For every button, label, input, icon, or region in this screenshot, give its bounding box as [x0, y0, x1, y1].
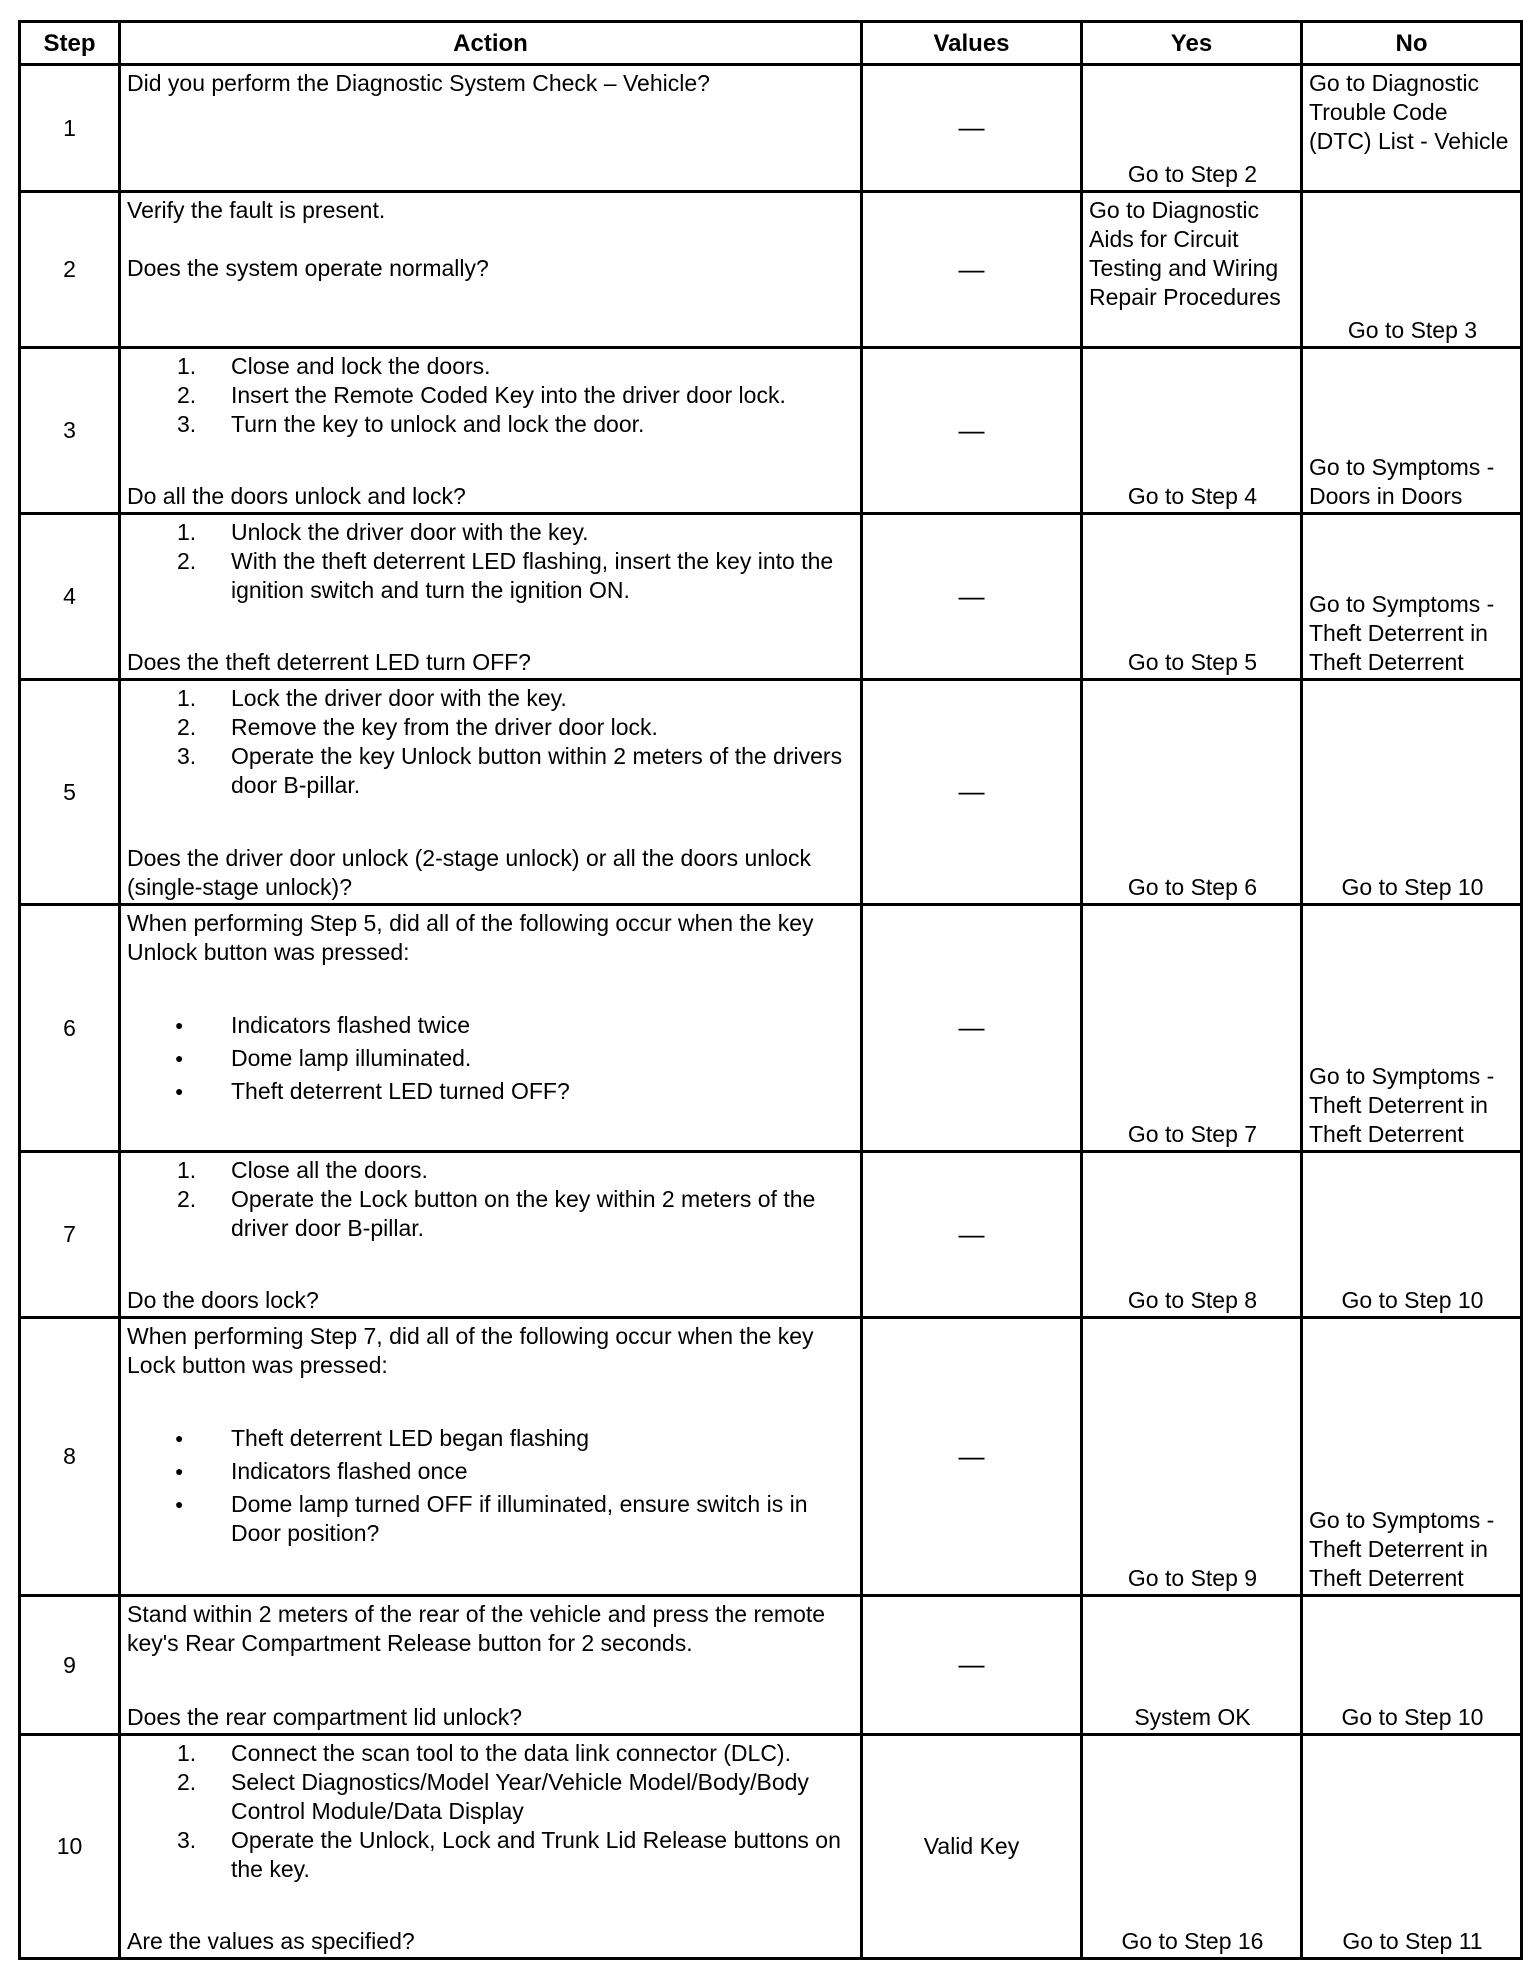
table-row	[20, 905, 1522, 1152]
action-cell	[120, 905, 862, 1152]
list-item-number: 3.	[177, 743, 197, 769]
yes-action-link[interactable]: Go to Step 4	[1127, 483, 1258, 509]
list-item-number: 1.	[177, 685, 197, 711]
action-cell	[120, 680, 862, 905]
no-cell	[1302, 1152, 1522, 1318]
bullet-icon: ●	[175, 1496, 184, 1512]
yes-action-link[interactable]: Go to Step 7	[1127, 1121, 1258, 1147]
yes-action-link[interactable]: System OK	[1134, 1704, 1251, 1730]
values-text: Valid Key	[923, 1833, 1020, 1859]
step-number: 4	[20, 514, 120, 680]
values-cell	[862, 348, 1082, 514]
bullet-list	[127, 1424, 856, 1548]
table-row	[20, 192, 1522, 348]
header-row	[20, 22, 1522, 65]
no-action-link[interactable]: Go to Symptoms - Theft Deterrent in Theft Deterrent	[1309, 591, 1495, 675]
list-item	[127, 1077, 856, 1106]
list-item	[127, 1156, 856, 1185]
no-action-link[interactable]: Go to Symptoms - Theft Deterrent in Theft Deterrent	[1309, 1507, 1495, 1591]
action-text: Stand within 2 meters of the rear of the vehicle and press the remote key's Rear Compartment Release button for 2 seconds.	[127, 1601, 826, 1656]
table-row	[20, 514, 1522, 680]
no-cell	[1302, 680, 1522, 905]
list-item	[127, 1457, 856, 1486]
action-question: Do the doors lock?	[127, 1287, 319, 1313]
no-cell	[1302, 1735, 1522, 1959]
no-action-link[interactable]: Go to Symptoms - Doors in Doors	[1309, 454, 1495, 509]
table-row	[20, 65, 1522, 192]
list-item	[127, 1044, 856, 1073]
list-item-number: 2.	[177, 1186, 197, 1212]
diagnostic-table	[18, 20, 1523, 1960]
yes-action-link[interactable]: Go to Step 5	[1127, 649, 1258, 675]
action-question: Does the rear compartment lid unlock?	[127, 1704, 523, 1730]
list-item	[127, 1185, 856, 1243]
values-cell	[862, 680, 1082, 905]
list-item	[127, 1739, 856, 1768]
values-cell	[862, 65, 1082, 192]
action-text: Verify the fault is present.	[127, 197, 386, 223]
list-item	[127, 1490, 856, 1548]
step-number: 9	[20, 1596, 120, 1735]
action-question: Does the driver door unlock (2-stage unlock) or all the doors unlock (single-stage unlock)?	[127, 845, 811, 900]
yes-cell	[1082, 1152, 1302, 1318]
no-cell	[1302, 192, 1522, 348]
list-item	[127, 713, 856, 742]
header-values: Values	[862, 22, 1082, 65]
list-item-text: Operate the Unlock, Lock and Trunk Lid Release buttons on the key.	[231, 1827, 841, 1882]
list-item-text: With the theft deterrent LED flashing, insert the key into the ignition switch and turn the ignition ON.	[231, 548, 834, 603]
list-item	[127, 1768, 856, 1826]
values-text: —	[958, 1649, 985, 1679]
action-cell	[120, 1596, 862, 1735]
list-item	[127, 1011, 856, 1040]
step-number: 7	[20, 1152, 120, 1318]
yes-cell	[1082, 348, 1302, 514]
values-text: —	[958, 776, 985, 806]
list-item-text: Operate the Lock button on the key within 2 meters of the driver door B-pillar.	[231, 1186, 816, 1241]
yes-action-link[interactable]: Go to Step 6	[1127, 874, 1258, 900]
step-number: 1	[20, 65, 120, 192]
table-row	[20, 680, 1522, 905]
list-item-number: 2.	[177, 382, 197, 408]
numbered-list	[127, 1156, 856, 1243]
no-cell	[1302, 514, 1522, 680]
action-cell	[120, 1152, 862, 1318]
header-yes: Yes	[1082, 22, 1302, 65]
no-cell	[1302, 348, 1522, 514]
numbered-list	[127, 684, 856, 800]
list-item	[127, 518, 856, 547]
list-item-number: 1.	[177, 519, 197, 545]
yes-cell	[1082, 680, 1302, 905]
list-item	[127, 547, 856, 605]
bullet-icon: ●	[175, 1083, 184, 1099]
action-cell	[120, 1318, 862, 1596]
table-row	[20, 1152, 1522, 1318]
values-text: —	[958, 1012, 985, 1042]
values-cell	[862, 1735, 1082, 1959]
values-text: —	[958, 1440, 985, 1471]
step-number: 5	[20, 680, 120, 905]
list-item-number: 2.	[177, 548, 197, 574]
values-text: —	[958, 414, 985, 445]
no-action-link[interactable]: Go to Step 10	[1341, 1287, 1484, 1313]
list-item-text: Connect the scan tool to the data link connector (DLC).	[231, 1740, 791, 1766]
no-action-link[interactable]: Go to Step 3	[1347, 317, 1478, 343]
no-action-link[interactable]: Go to Step 10	[1341, 874, 1484, 900]
list-item-text: Theft deterrent LED turned OFF?	[231, 1078, 570, 1104]
table-row	[20, 1735, 1522, 1959]
list-item-number: 1.	[177, 1740, 197, 1766]
action-text: When performing Step 5, did all of the following occur when the key Unlock button was pressed:	[127, 910, 814, 965]
no-cell	[1302, 65, 1522, 192]
bullet-list	[127, 1011, 856, 1106]
action-cell	[120, 192, 862, 348]
table-row	[20, 1318, 1522, 1596]
values-cell	[862, 905, 1082, 1152]
list-item-text: Turn the key to unlock and lock the door.	[231, 411, 645, 437]
list-item-text: Dome lamp illuminated.	[231, 1045, 472, 1071]
step-number: 8	[20, 1318, 120, 1596]
no-action-link[interactable]: Go to Symptoms - Theft Deterrent in Theft Deterrent	[1309, 1063, 1495, 1147]
no-cell	[1302, 905, 1522, 1152]
list-item-number: 1.	[177, 353, 197, 379]
step-number: 2	[20, 192, 120, 348]
list-item-number: 2.	[177, 1769, 197, 1795]
no-action-link[interactable]: Go to Step 11	[1342, 1928, 1483, 1954]
list-item	[127, 1424, 856, 1453]
list-item-text: Close and lock the doors.	[231, 353, 491, 379]
list-item	[127, 742, 856, 800]
list-item	[127, 352, 856, 381]
no-cell	[1302, 1596, 1522, 1735]
numbered-list	[127, 1739, 856, 1884]
step-number: 3	[20, 348, 120, 514]
yes-action-link[interactable]: Go to Diagnostic Aids for Circuit Testing and Wiring Repair Procedures	[1089, 197, 1281, 310]
values-cell	[862, 192, 1082, 348]
action-text: When performing Step 7, did all of the following occur when the key Lock button was pressed:	[127, 1323, 814, 1378]
values-text: —	[958, 1218, 985, 1249]
action-question: Does the theft deterrent LED turn OFF?	[127, 649, 531, 675]
list-item-text: Theft deterrent LED began flashing	[231, 1425, 590, 1451]
action-text: Does the system operate normally?	[127, 255, 489, 281]
list-item-number: 2.	[177, 714, 197, 740]
list-item-text: Unlock the driver door with the key.	[231, 519, 589, 545]
action-question: Do all the doors unlock and lock?	[127, 483, 466, 509]
values-text: —	[958, 112, 985, 142]
bullet-icon: ●	[175, 1430, 184, 1446]
no-action-link[interactable]: Go to Diagnostic Trouble Code (DTC) List - Vehicle	[1309, 70, 1509, 154]
values-cell	[862, 1152, 1082, 1318]
action-text	[127, 225, 856, 254]
list-item-number: 1.	[177, 1157, 197, 1183]
no-action-link[interactable]: Go to Step 10	[1341, 1704, 1484, 1730]
yes-cell	[1082, 905, 1302, 1152]
list-item	[127, 684, 856, 713]
list-item-text: Dome lamp turned OFF if illuminated, ensure switch is in Door position?	[231, 1491, 808, 1546]
bullet-icon: ●	[175, 1050, 184, 1066]
yes-cell	[1082, 514, 1302, 680]
list-item-number: 3.	[177, 1827, 197, 1853]
action-cell	[120, 1735, 862, 1959]
numbered-list	[127, 518, 856, 605]
yes-cell	[1082, 1735, 1302, 1959]
values-cell	[862, 1596, 1082, 1735]
values-cell	[862, 1318, 1082, 1596]
list-item	[127, 1826, 856, 1884]
header-action: Action	[120, 22, 862, 65]
action-cell	[120, 65, 862, 192]
yes-cell	[1082, 1318, 1302, 1596]
list-item-text: Select Diagnostics/Model Year/Vehicle Model/Body/Body Control Module/Data Display	[231, 1769, 809, 1824]
list-item-text: Insert the Remote Coded Key into the driver door lock.	[231, 382, 786, 408]
list-item-text: Close all the doors.	[231, 1157, 428, 1183]
yes-cell	[1082, 65, 1302, 192]
list-item-text: Indicators flashed twice	[231, 1012, 471, 1038]
list-item	[127, 410, 856, 439]
header-step: Step	[20, 22, 120, 65]
table-row	[20, 1596, 1522, 1735]
table-row	[20, 348, 1522, 514]
action-cell	[120, 514, 862, 680]
list-item-number: 3.	[177, 411, 197, 437]
yes-action-link[interactable]: Go to Step 9	[1127, 1565, 1258, 1591]
yes-action-link[interactable]: Go to Step 8	[1127, 1287, 1258, 1313]
step-number: 10	[20, 1735, 120, 1959]
numbered-list	[127, 352, 856, 439]
list-item	[127, 381, 856, 410]
yes-action-link[interactable]: Go to Step 2	[1127, 161, 1258, 187]
list-item-text: Lock the driver door with the key.	[231, 685, 567, 711]
values-text: —	[958, 253, 985, 284]
header-no: No	[1302, 22, 1522, 65]
list-item-text: Operate the key Unlock button within 2 meters of the drivers door B-pillar.	[231, 743, 843, 798]
yes-cell	[1082, 192, 1302, 348]
no-cell	[1302, 1318, 1522, 1596]
yes-cell	[1082, 1596, 1302, 1735]
yes-action-link[interactable]: Go to Step 16	[1121, 1928, 1264, 1954]
action-question: Are the values as specified?	[127, 1928, 415, 1954]
step-number: 6	[20, 905, 120, 1152]
bullet-icon: ●	[175, 1463, 184, 1479]
action-text: Did you perform the Diagnostic System Check – Vehicle?	[127, 70, 710, 96]
list-item-text: Remove the key from the driver door lock.	[231, 714, 658, 740]
list-item-text: Indicators flashed once	[231, 1458, 468, 1484]
bullet-icon: ●	[175, 1017, 184, 1033]
values-text: —	[958, 580, 985, 611]
values-cell	[862, 514, 1082, 680]
action-cell	[120, 348, 862, 514]
